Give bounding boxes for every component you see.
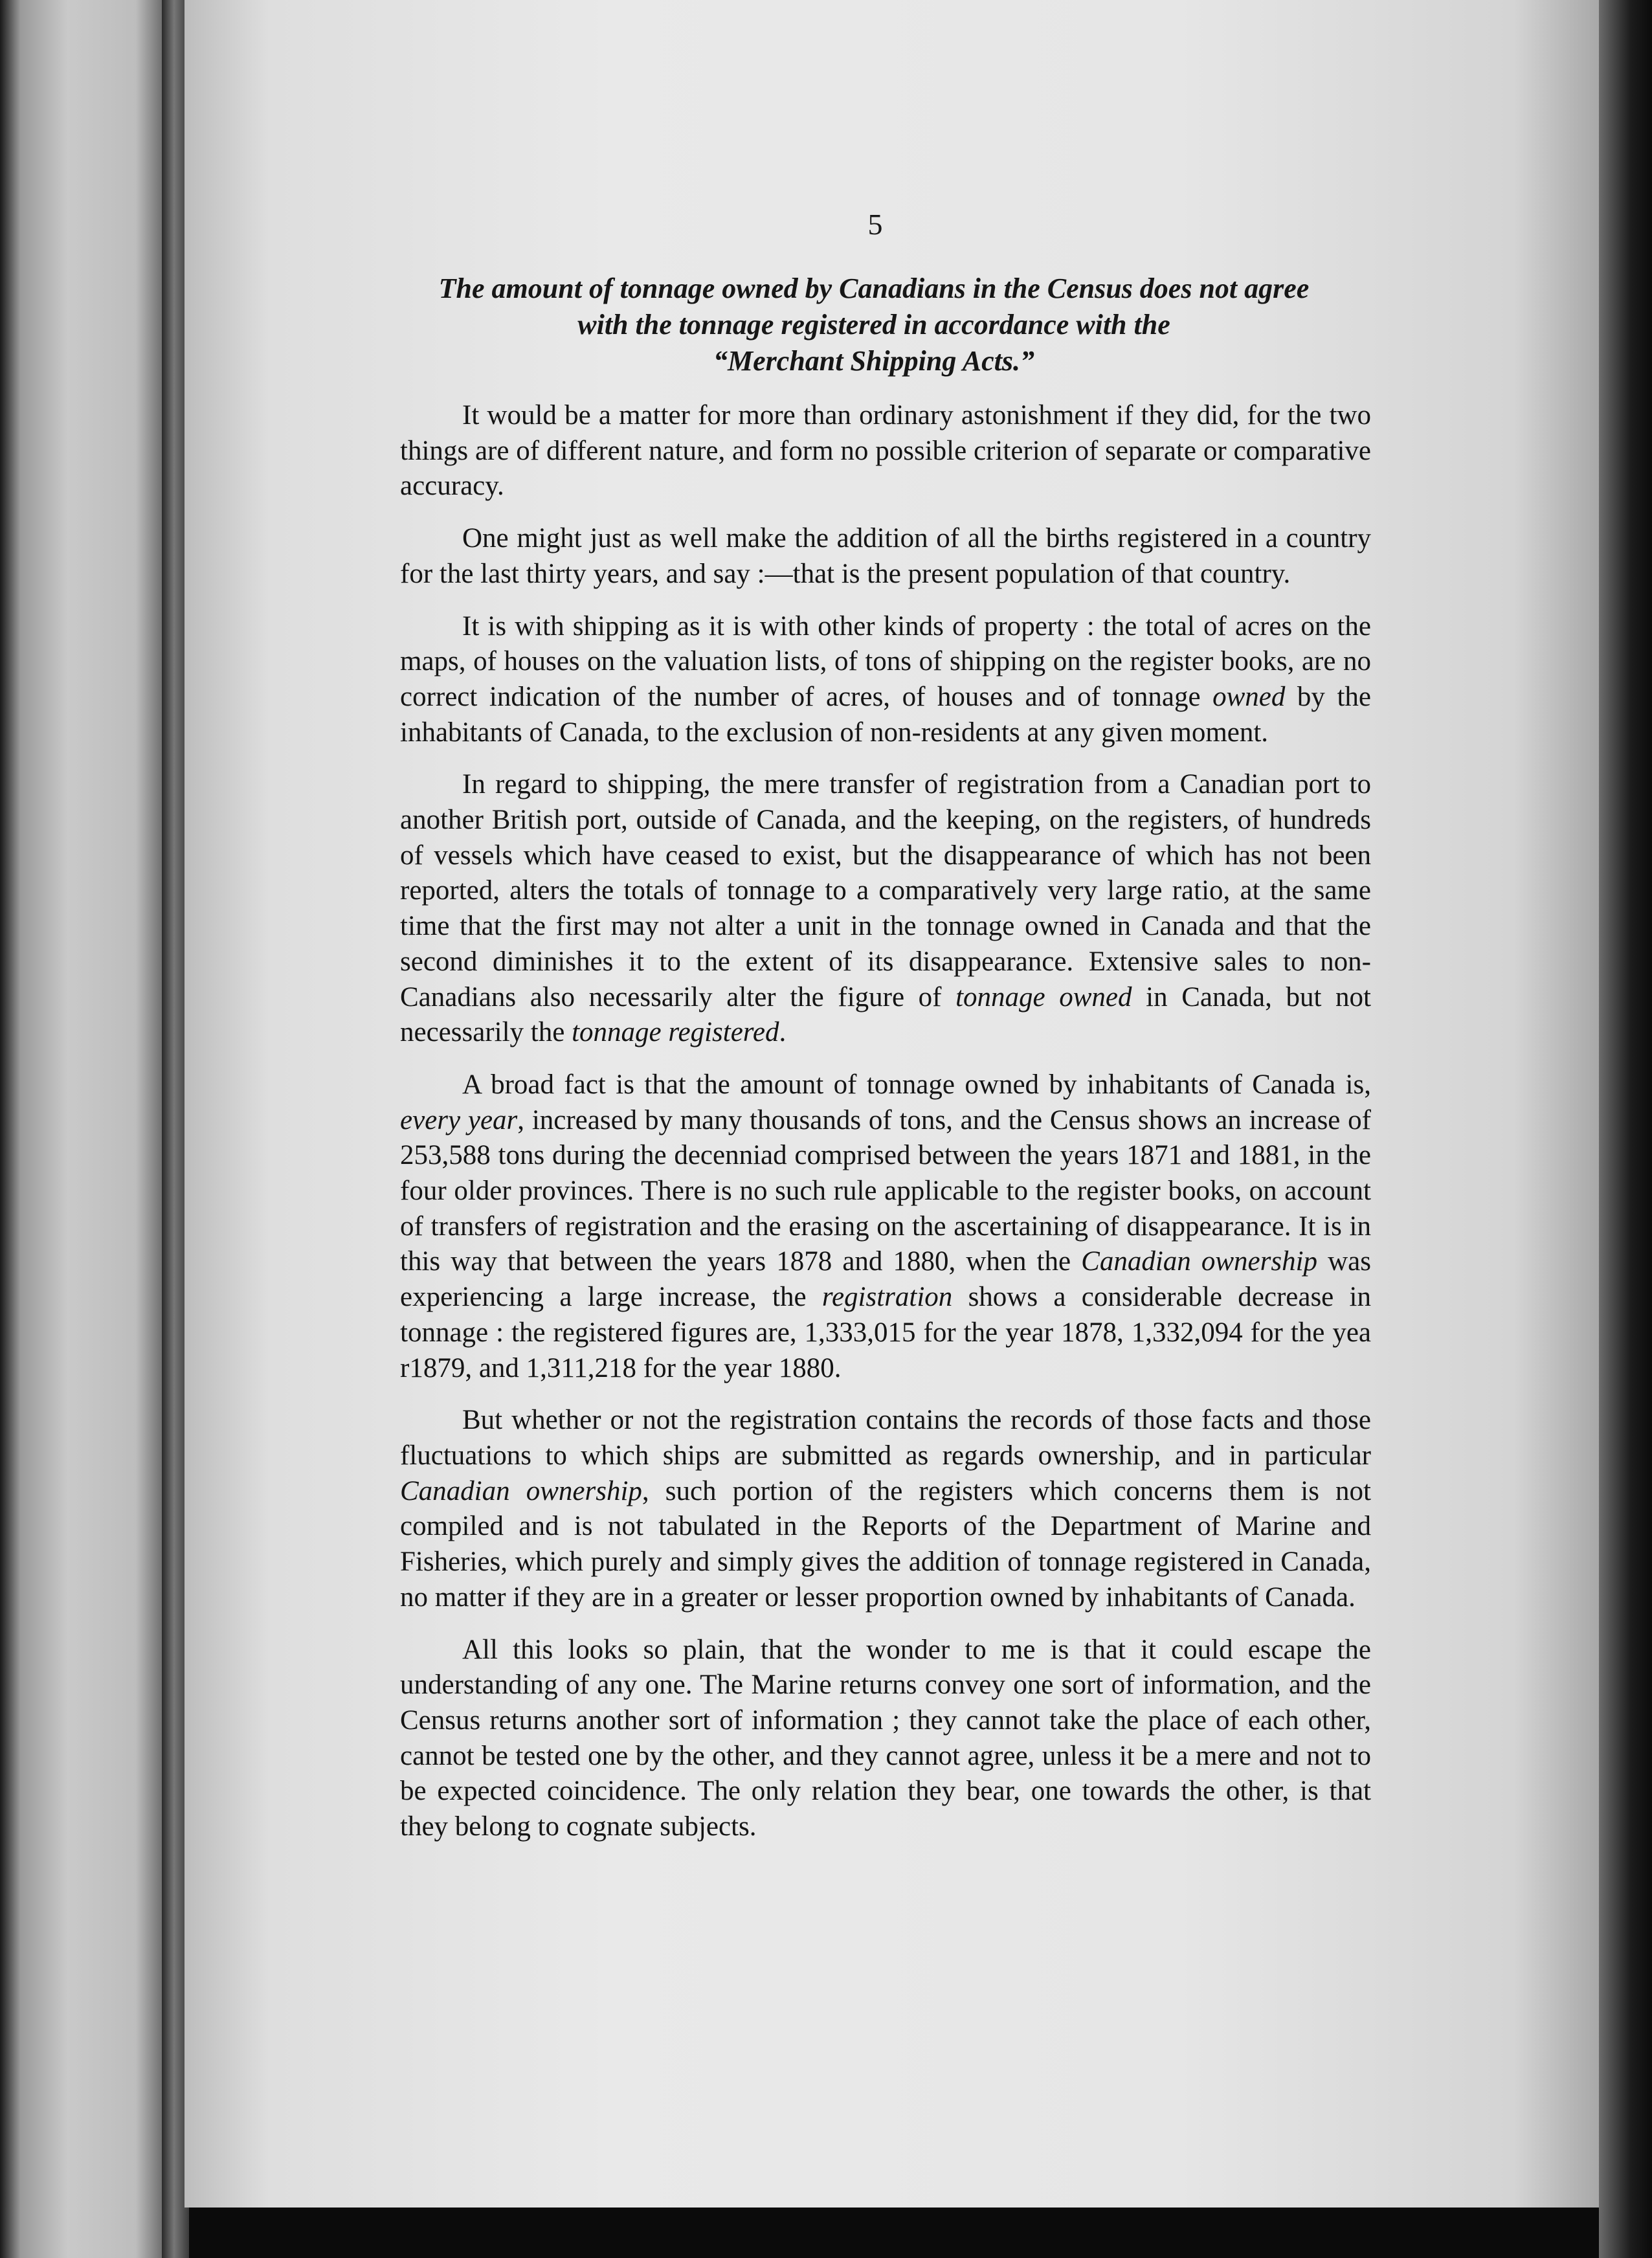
paragraph-5-text-a: A broad fact is that the amount of tonnage owned by inhabitants of Canada is,: [462, 1069, 1371, 1100]
paragraph-5-text-d: shows a considerable decrease in tonnage : the registered figures are, 1,333,015 for the year 1878, 1,332,094 for the yea r1879, and 1,311,218 for the year 1880.: [400, 1282, 1371, 1383]
paragraph-3-text-a: It is with shipping as it is with other kinds of property : the total of acres on the maps, of houses on the valuation lists, of tons of shipping on the register books, are no correct indication of the number of acres, of houses and of tonnage: [400, 610, 1371, 712]
paragraph-2: [400, 521, 1371, 592]
paragraph-4-text-c: .: [779, 1017, 787, 1048]
paragraph-4-emphasis-1: tonnage owned: [955, 981, 1132, 1012]
paragraph-7: [400, 1633, 1371, 1845]
paragraph-4-text-a: In regard to shipping, the mere transfer of registration from a Canadian port to another British port, outside of Canada, and the keeping, on the registers, of hundreds of vessels which have ceased to exist, but the disappearance of which has not been reported, alters the totals of tonnage to a comparatively very large ratio, at the same time that the first may not alter a unit in the tonnage owned in Canada and that the second diminishes it to the extent of its disappearance. Extensive sales to non-Canadians also necessarily alter the figure of: [400, 769, 1371, 1012]
paragraph-5-emphasis-1: every year: [400, 1104, 518, 1135]
paragraph-4: [400, 767, 1371, 1051]
paragraph-3: [400, 609, 1371, 751]
facing-page-edge: [0, 0, 170, 2258]
paragraph-5-text-c: was experiencing a large increase, the: [400, 1246, 1372, 1313]
heading-line-2: with the tonnage registered in accordance with the: [577, 309, 1170, 341]
paragraph-5-emphasis-2: Canadian ownership: [1081, 1246, 1318, 1277]
paragraph-3-text-b: by the inhabitants of Canada, to the exclusion of non-residents at any given moment.: [400, 681, 1371, 748]
paragraph-4-emphasis-2: tonnage registered: [572, 1017, 779, 1048]
paragraph-5: [400, 1068, 1371, 1386]
paragraph-6-text-b: , such portion of the registers which concerns them is not compiled and is not tabulated in the Reports of the Department of Marine and Fisheries, which purely and simply gives the addition of tonnage registered in Canada, no matter if they are in a greater or lesser proportion owned by inhabitants of Canada.: [400, 1475, 1371, 1613]
paragraph-5-text-b: , increased by many thousands of tons, and the Census shows an increase of 253,588 tons during the decenniad comprised between the years 1871 and 1881, in the four older provinces. There is no such rule applicable to the register books, on account of transfers of registration and the erasing on the ascertaining of disappearance. It is in this way that between the years 1878 and 1880, when the: [400, 1104, 1372, 1277]
heading-line-1: The amount of tonnage owned by Canadians in the Census does not agree: [438, 273, 1310, 304]
scan-border: [1599, 0, 1652, 2258]
page-number: 5: [867, 208, 883, 241]
section-heading: [363, 271, 1385, 379]
paragraph-1: [400, 398, 1371, 504]
paragraph-6-text-a: But whether or not the registration contains the records of those facts and those fluctuations to which ships are submitted as regards ownership, and in particular: [400, 1405, 1371, 1471]
paragraph-7-text: All this looks so plain, that the wonder to me is that it could escape the understanding of any one. The Marine returns convey one sort of information, and the Census returns another sort of information ; they cannot take the place of each other, cannot be tested one by the other, and they cannot agree, unless it be a mere and not to be expected coincidence. The only relation they bear, one towards the other, is that they belong to cognate subjects.: [400, 1634, 1371, 1842]
paragraph-1-text: It would be a matter for more than ordinary astonishment if they did, for the two things are of different nature, and form no possible criterion of separate or comparative accuracy.: [400, 400, 1371, 502]
paragraph-3-emphasis: owned: [1212, 681, 1286, 712]
paragraph-6-emphasis: Canadian ownership: [400, 1475, 642, 1506]
paragraph-5-emphasis-3: registration: [821, 1282, 953, 1313]
heading-line-3: “Merchant Shipping Acts.”: [713, 345, 1034, 377]
paragraph-4-text-b: in Canada, but not necessarily the: [400, 981, 1372, 1048]
paragraph-2-text: One might just as well make the addition of all the births registered in a country for the last thirty years, and say :—that is the present population of that country.: [400, 523, 1371, 589]
paragraph-6: [400, 1403, 1371, 1615]
body-text: [400, 398, 1371, 1862]
